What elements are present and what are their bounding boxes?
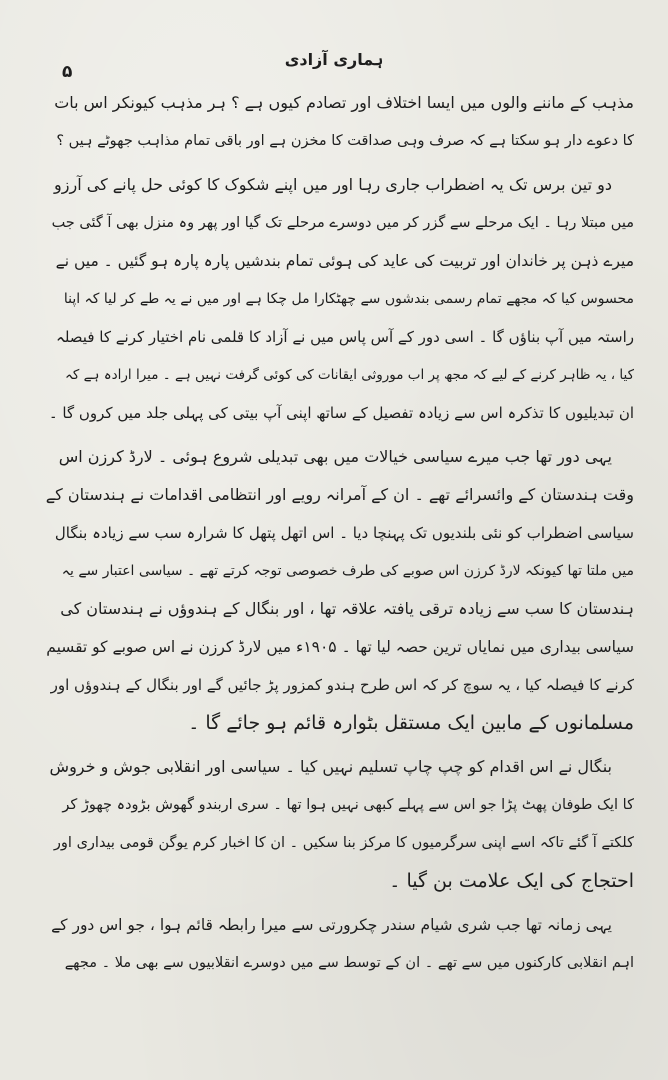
body-text (46, 84, 634, 982)
text-line: مذہب کے ماننے والوں میں ایسا اختلاف اور تصادم کیوں ہے ؟ ہر مذہب کیونکر اس بات (54, 93, 634, 112)
text-line: اہم انقلابی کارکنوں میں سے تھے ۔ ان کے توسط سے میں دوسرے انقلابیوں سے بھی ملا ۔ مجھے (64, 955, 634, 971)
text-line: میرے ذہن پر خاندان اور تربیت کی عاید کی ہوئی تمام بندشیں پارہ پارہ ہو گئیں ۔ میں نے (55, 252, 634, 270)
text-line: کرنے کا فیصلہ کیا ، یہ سوچ کر کہ اس طرح ہندو کمزور پڑ جائیں گے اور بنگال کے ہندوؤں اور (50, 676, 634, 694)
text-line: میں ملتا تھا کیونکہ لارڈ کرزن اس صوبے کی طرف خصوصی توجہ کرتے تھے ۔ سیاسی اعتبار سے یہ (61, 563, 634, 579)
running-header: ہماری آزادی (284, 50, 384, 69)
text-line: یہی دور تھا جب میرے سیاسی خیالات میں بھی تبدیلی شروع ہوئی ۔ لارڈ کرزن اس (58, 447, 612, 466)
text-line: احتجاج کی ایک علامت بن گیا ۔ (389, 870, 634, 892)
text-line: ہندستان کا سب سے زیادہ ترقی یافتہ علاقہ تھا ، اور بنگال کے ہندوؤں نے ہندستان کی (60, 599, 634, 618)
text-line: کا ایک طوفان پھٹ پڑا جو اس سے پہلے کبھی نہیں ہوا تھا ۔ سری اربندو گھوش بڑودہ چھوڑ کر (62, 797, 634, 813)
text-line: راستہ میں آپ بناؤں گا ۔ اسی دور کے آس پاس میں نے آزاد کا قلمی نام اختیار کرنے کا فیصلہ (56, 328, 634, 346)
text-line: سیاسی بیداری میں نمایاں ترین حصہ لیا تھا ۔ ۱۹۰۵ء میں لارڈ کرزن نے اس صوبے کو تقسیم (46, 638, 634, 656)
text-line: میں مبتلا رہا ۔ ایک مرحلے سے گزر کر میں دوسرے مرحلے تک گیا اور پھر وہ منزل بھی آ گئی جب (51, 215, 634, 231)
text-line: وقت ہندستان کے وائسرائے تھے ۔ ان کے آمرانہ رویے اور انتظامی اقدامات نے ہندستان کے (46, 485, 634, 504)
text-line: بنگال نے اس اقدام کو چپ چاپ تسلیم نہیں کیا ۔ سیاسی اور انقلابی جوش و خروش (49, 757, 612, 776)
text-line: محسوس کیا کہ مجھے تمام رسمی بندشوں سے چھٹکارا مل چکا ہے اور میں نے یہ طے کر لیا کہ اپنا (63, 291, 634, 307)
text-line: کیا ، یہ ظاہر کرنے کے لیے کہ مجھ پر اب موروثی ایقانات کی کوئی گرفت نہیں ہے ۔ میرا ارادہ ہے کہ (64, 367, 634, 383)
text-line: کلکتے آ گئے تاکہ اسے اپنی سرگرمیوں کا مرکز بنا سکیں ۔ ان کا اخبار کرم یوگن قومی بیداری اور (53, 835, 634, 851)
text-line: دو تین برس تک یہ اضطراب جاری رہا اور میں اپنے شکوک کا کوئی حل پانے کی آرزو (54, 175, 612, 194)
text-line: ان تبدیلیوں کا تذکرہ اس سے زیادہ تفصیل کے ساتھ اپنی آپ بیتی کی پہلی جلد میں کروں گا ۔ (48, 404, 634, 422)
text-line: سیاسی اضطراب کو نئی بلندیوں تک پہنچا دیا ۔ اس اتھل پتھل کا شرارہ سب سے زیادہ بنگال (54, 524, 634, 542)
page-number: ۵ (62, 62, 73, 82)
text-line: مسلمانوں کے مابین ایک مستقل بٹوارہ قائم ہو جائے گا ۔ (188, 712, 634, 734)
text-line: کا دعوے دار ہو سکتا ہے کہ صرف وہی صداقت کا مخزن ہے اور باقی تمام مذاہب جھوٹے ہیں ؟ (56, 133, 634, 149)
text-line: یہی زمانہ تھا جب شری شیام سندر چکرورتی سے میرا رابطہ قائم ہوا ، جو اس دور کے (51, 916, 612, 934)
